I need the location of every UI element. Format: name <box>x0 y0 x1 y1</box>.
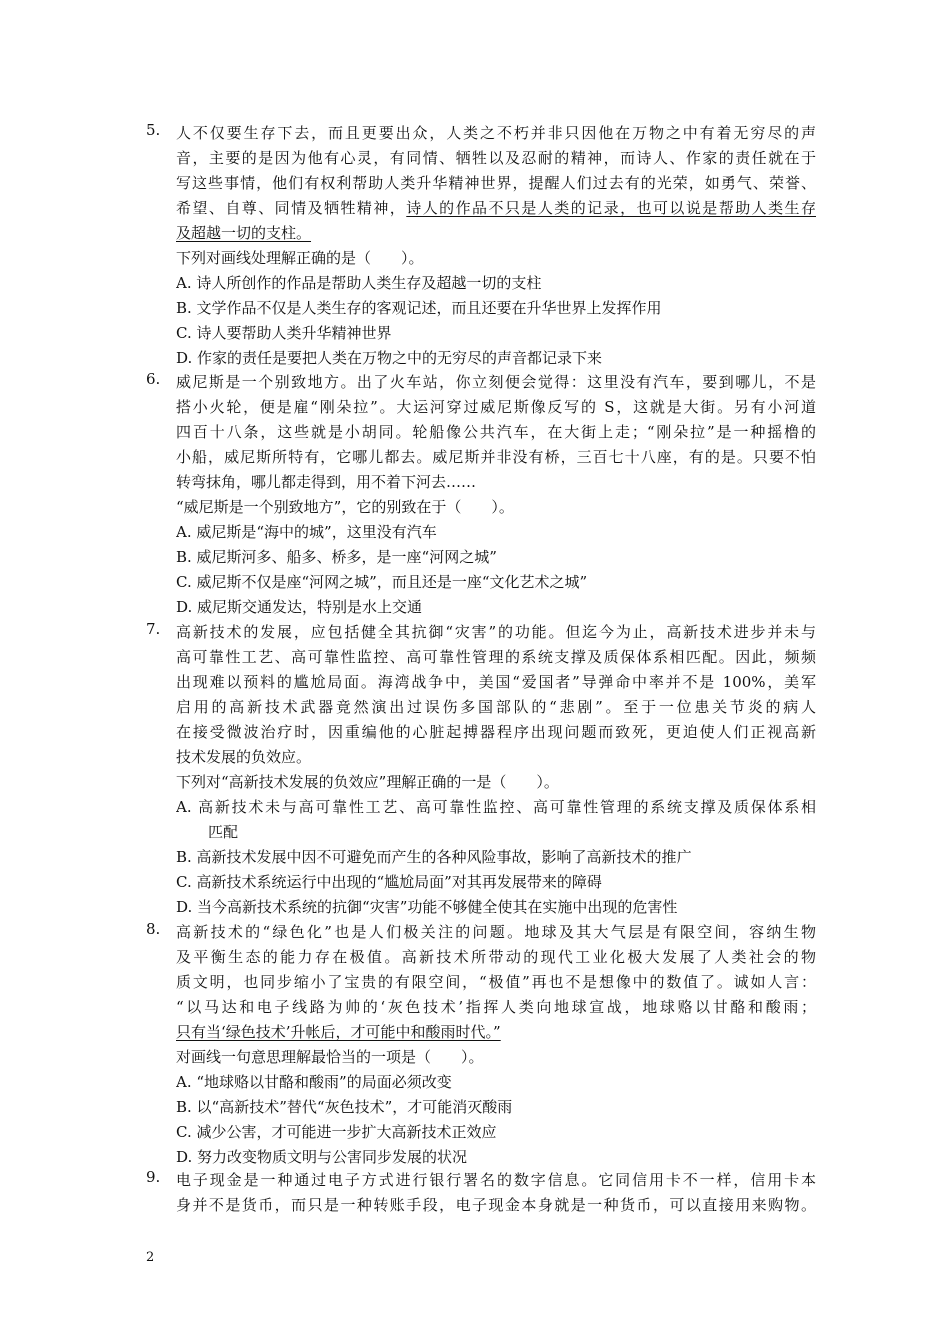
text-segment: C. 威尼斯不仅是座“河网之城”，而且还是一座“文化艺术之城” <box>176 573 588 591</box>
text-line <box>176 945 816 970</box>
text-segment: A. “地球赂以甘酪和酸雨”的局面必须改变 <box>176 1073 452 1091</box>
answer-option <box>176 1120 816 1145</box>
answer-option <box>176 321 816 346</box>
question-6 <box>146 370 816 620</box>
text-line <box>176 1168 816 1193</box>
text-segment: D. 威尼斯交通发达，特别是水上交通 <box>176 598 423 616</box>
text-line <box>176 645 816 670</box>
text-segment: A. 高新技术未与高可靠性工艺、高可靠性监控、高可靠性管理的系统支撑及质保体系相 <box>176 798 816 816</box>
text-segment: C. 减少公害，才可能进一步扩大高新技术正效应 <box>176 1123 497 1141</box>
text-line <box>176 395 816 420</box>
answer-option <box>176 296 816 321</box>
question-body <box>176 920 816 1170</box>
text-line <box>176 745 816 770</box>
question-number: 7. <box>146 620 161 638</box>
answer-option <box>176 570 816 595</box>
text-line <box>176 695 816 720</box>
text-line <box>176 445 816 470</box>
question-number: 9. <box>146 1168 161 1186</box>
text-line <box>176 720 816 745</box>
text-segment: 高新技术的发展，应包括健全其抗御“灾害”的功能。但迄今为止，高新技术进步并未与 <box>176 623 816 641</box>
text-line <box>176 970 816 995</box>
text-segment: A. 威尼斯是“海中的城”，这里没有汽车 <box>176 523 437 541</box>
text-segment: 高可靠性工艺、高可靠性监控、高可靠性管理的系统支撑及质保体系相匹配。因此，频频 <box>176 648 816 666</box>
question-number: 8. <box>146 920 161 938</box>
text-line <box>176 995 816 1020</box>
answer-option <box>176 895 816 920</box>
text-segment: 启用的高新技术武器竟然演出过误伤多国部队的“悲剧”。至于一位患关节炎的病人 <box>176 698 816 716</box>
text-segment: C. 高新技术系统运行中出现的“尴尬局面”对其再发展带来的障碍 <box>176 873 602 891</box>
answer-option <box>176 271 816 296</box>
answer-option <box>176 795 816 820</box>
underlined-text: 只有当‘绿色技术’升帐后，才可能中和酸雨时代。” <box>176 1023 501 1041</box>
question-body <box>176 121 816 371</box>
text-line <box>176 920 816 945</box>
text-segment: 转弯抹角，哪儿都走得到，用不着下河去…… <box>176 473 477 491</box>
question-7 <box>146 620 816 920</box>
text-segment: 身并不是货币，而只是一种转账手段，电子现金本身就是一种货币，可以直接用来购物。 <box>176 1196 816 1214</box>
answer-option <box>176 545 816 570</box>
text-segment: 及平衡生态的能力存在极值。高新技术所带动的现代工业化极大发展了人类社会的物 <box>176 948 816 966</box>
text-segment: 质文明，也同步缩小了宝贵的有限空间，“极值”再也不是想像中的数值了。诚如人言： <box>176 973 816 991</box>
text-segment: 人不仅要生存下去，而且更要出众，人类之不朽并非只因他在万物之中有着无穷尽的声 <box>176 124 816 142</box>
text-segment: B. 文学作品不仅是人类生存的客观记述，而且还要在升华世界上发挥作用 <box>176 299 662 317</box>
question-number: 6. <box>146 370 161 388</box>
text-line <box>176 171 816 196</box>
text-segment: B. 威尼斯河多、船多、桥多，是一座“河网之城” <box>176 548 497 566</box>
text-line <box>176 470 816 495</box>
text-segment: B. 高新技术发展中因不可避免而产生的各种风险事故，影响了高新技术的推广 <box>176 848 692 866</box>
text-segment: 对画线一句意思理解最恰当的一项是（ ）。 <box>176 1048 484 1066</box>
answer-option <box>176 595 816 620</box>
question-body <box>176 370 816 620</box>
underlined-text: 诗人的作品不只是人类的记录，也可以说是帮助人类生存 <box>406 199 816 217</box>
text-line <box>176 146 816 171</box>
text-segment: D. 努力改变物质文明与公害同步发展的状况 <box>176 1148 468 1166</box>
answer-option <box>176 1070 816 1095</box>
text-segment: B. 以“高新技术”替代“灰色技术”，才可能消灭酸雨 <box>176 1098 513 1116</box>
question-8 <box>146 920 816 1170</box>
page-number: 2 <box>146 1250 155 1265</box>
text-segment: 技术发展的负效应。 <box>176 748 312 766</box>
text-segment: D. 作家的责任是要把人类在万物之中的无穷尽的声音都记录下来 <box>176 349 603 367</box>
answer-option <box>176 520 816 545</box>
text-segment: 希望、自尊、同情及牺牲精神， <box>176 199 407 217</box>
text-segment: 高新技术的“绿色化”也是人们极关注的问题。地球及其大气层是有限空间，容纳生物 <box>176 923 816 941</box>
text-segment: 在接受微波治疗时，因重编他的心脏起搏器程序出现问题而致死，更迫使人们正视高新 <box>176 723 816 741</box>
text-line <box>176 770 816 795</box>
text-segment: 写这些事情，他们有权利帮助人类升华精神世界，提醒人们过去有的光荣，如勇气、荣誉、 <box>176 174 816 192</box>
answer-option <box>176 1095 816 1120</box>
underlined-text: 及超越一切的支柱。 <box>176 224 312 242</box>
text-segment: 威尼斯是一个别致地方。出了火车站，你立刻便会觉得：这里没有汽车，要到哪儿，不是 <box>176 373 816 391</box>
text-line <box>176 495 816 520</box>
answer-option <box>176 870 816 895</box>
text-segment: “以马达和电子线路为帅的‘灰色技术’指挥人类向地球宣战，地球赂以甘酪和酸雨； <box>176 998 816 1016</box>
answer-option <box>176 1145 816 1170</box>
text-line <box>176 670 816 695</box>
text-line <box>176 221 816 246</box>
question-body <box>176 620 816 920</box>
question-5 <box>146 121 816 371</box>
text-segment: 四百十八条，这些就是小胡同。轮船像公共汽车，在大街上走；“刚朵拉”是一种摇橹的 <box>176 423 816 441</box>
question-9 <box>146 1168 816 1218</box>
text-line <box>176 620 816 645</box>
question-body <box>176 1168 816 1218</box>
answer-option <box>176 845 816 870</box>
text-segment: D. 当今高新技术系统的抗御“灾害”功能不够健全使其在实施中出现的危害性 <box>176 898 678 916</box>
text-line <box>176 196 816 221</box>
text-line <box>176 420 816 445</box>
text-segment: 下列对画线处理解正确的是（ ）。 <box>176 249 424 267</box>
text-segment: 搭小火轮，便是雇“刚朵拉”。大运河穿过威尼斯像反写的 S，这就是大街。另有小河道 <box>176 398 816 416</box>
text-segment: 匹配 <box>208 823 239 841</box>
text-segment: A. 诗人所创作的作品是帮助人类生存及超越一切的支柱 <box>176 274 542 292</box>
text-line <box>176 1193 816 1218</box>
answer-option <box>176 346 816 371</box>
text-line <box>176 246 816 271</box>
text-segment: C. 诗人要帮助人类升华精神世界 <box>176 324 392 342</box>
text-segment: 小船，威尼斯所特有，它哪儿都去。威尼斯并非没有桥，三百七十八座，有的是。只要不怕 <box>176 448 816 466</box>
text-line <box>176 1020 816 1045</box>
text-segment: “威尼斯是一个别致地方”，它的别致在于（ ）。 <box>176 498 514 516</box>
text-line <box>176 121 816 146</box>
question-number: 5. <box>146 121 161 139</box>
text-line <box>176 370 816 395</box>
text-segment: 音，主要的是因为他有心灵，有同情、牺牲以及忍耐的精神，而诗人、作家的责任就在于 <box>176 149 816 167</box>
text-line <box>176 820 816 845</box>
text-segment: 出现难以预料的尴尬局面。海湾战争中，美国“爱国者”导弹命中率并不是 100%，美军 <box>176 673 816 691</box>
text-line <box>176 1045 816 1070</box>
text-segment: 电子现金是一种通过电子方式进行银行署名的数字信息。它同信用卡不一样，信用卡本 <box>176 1171 816 1189</box>
text-segment: 下列对“高新技术发展的负效应”理解正确的一是（ ）。 <box>176 773 559 791</box>
